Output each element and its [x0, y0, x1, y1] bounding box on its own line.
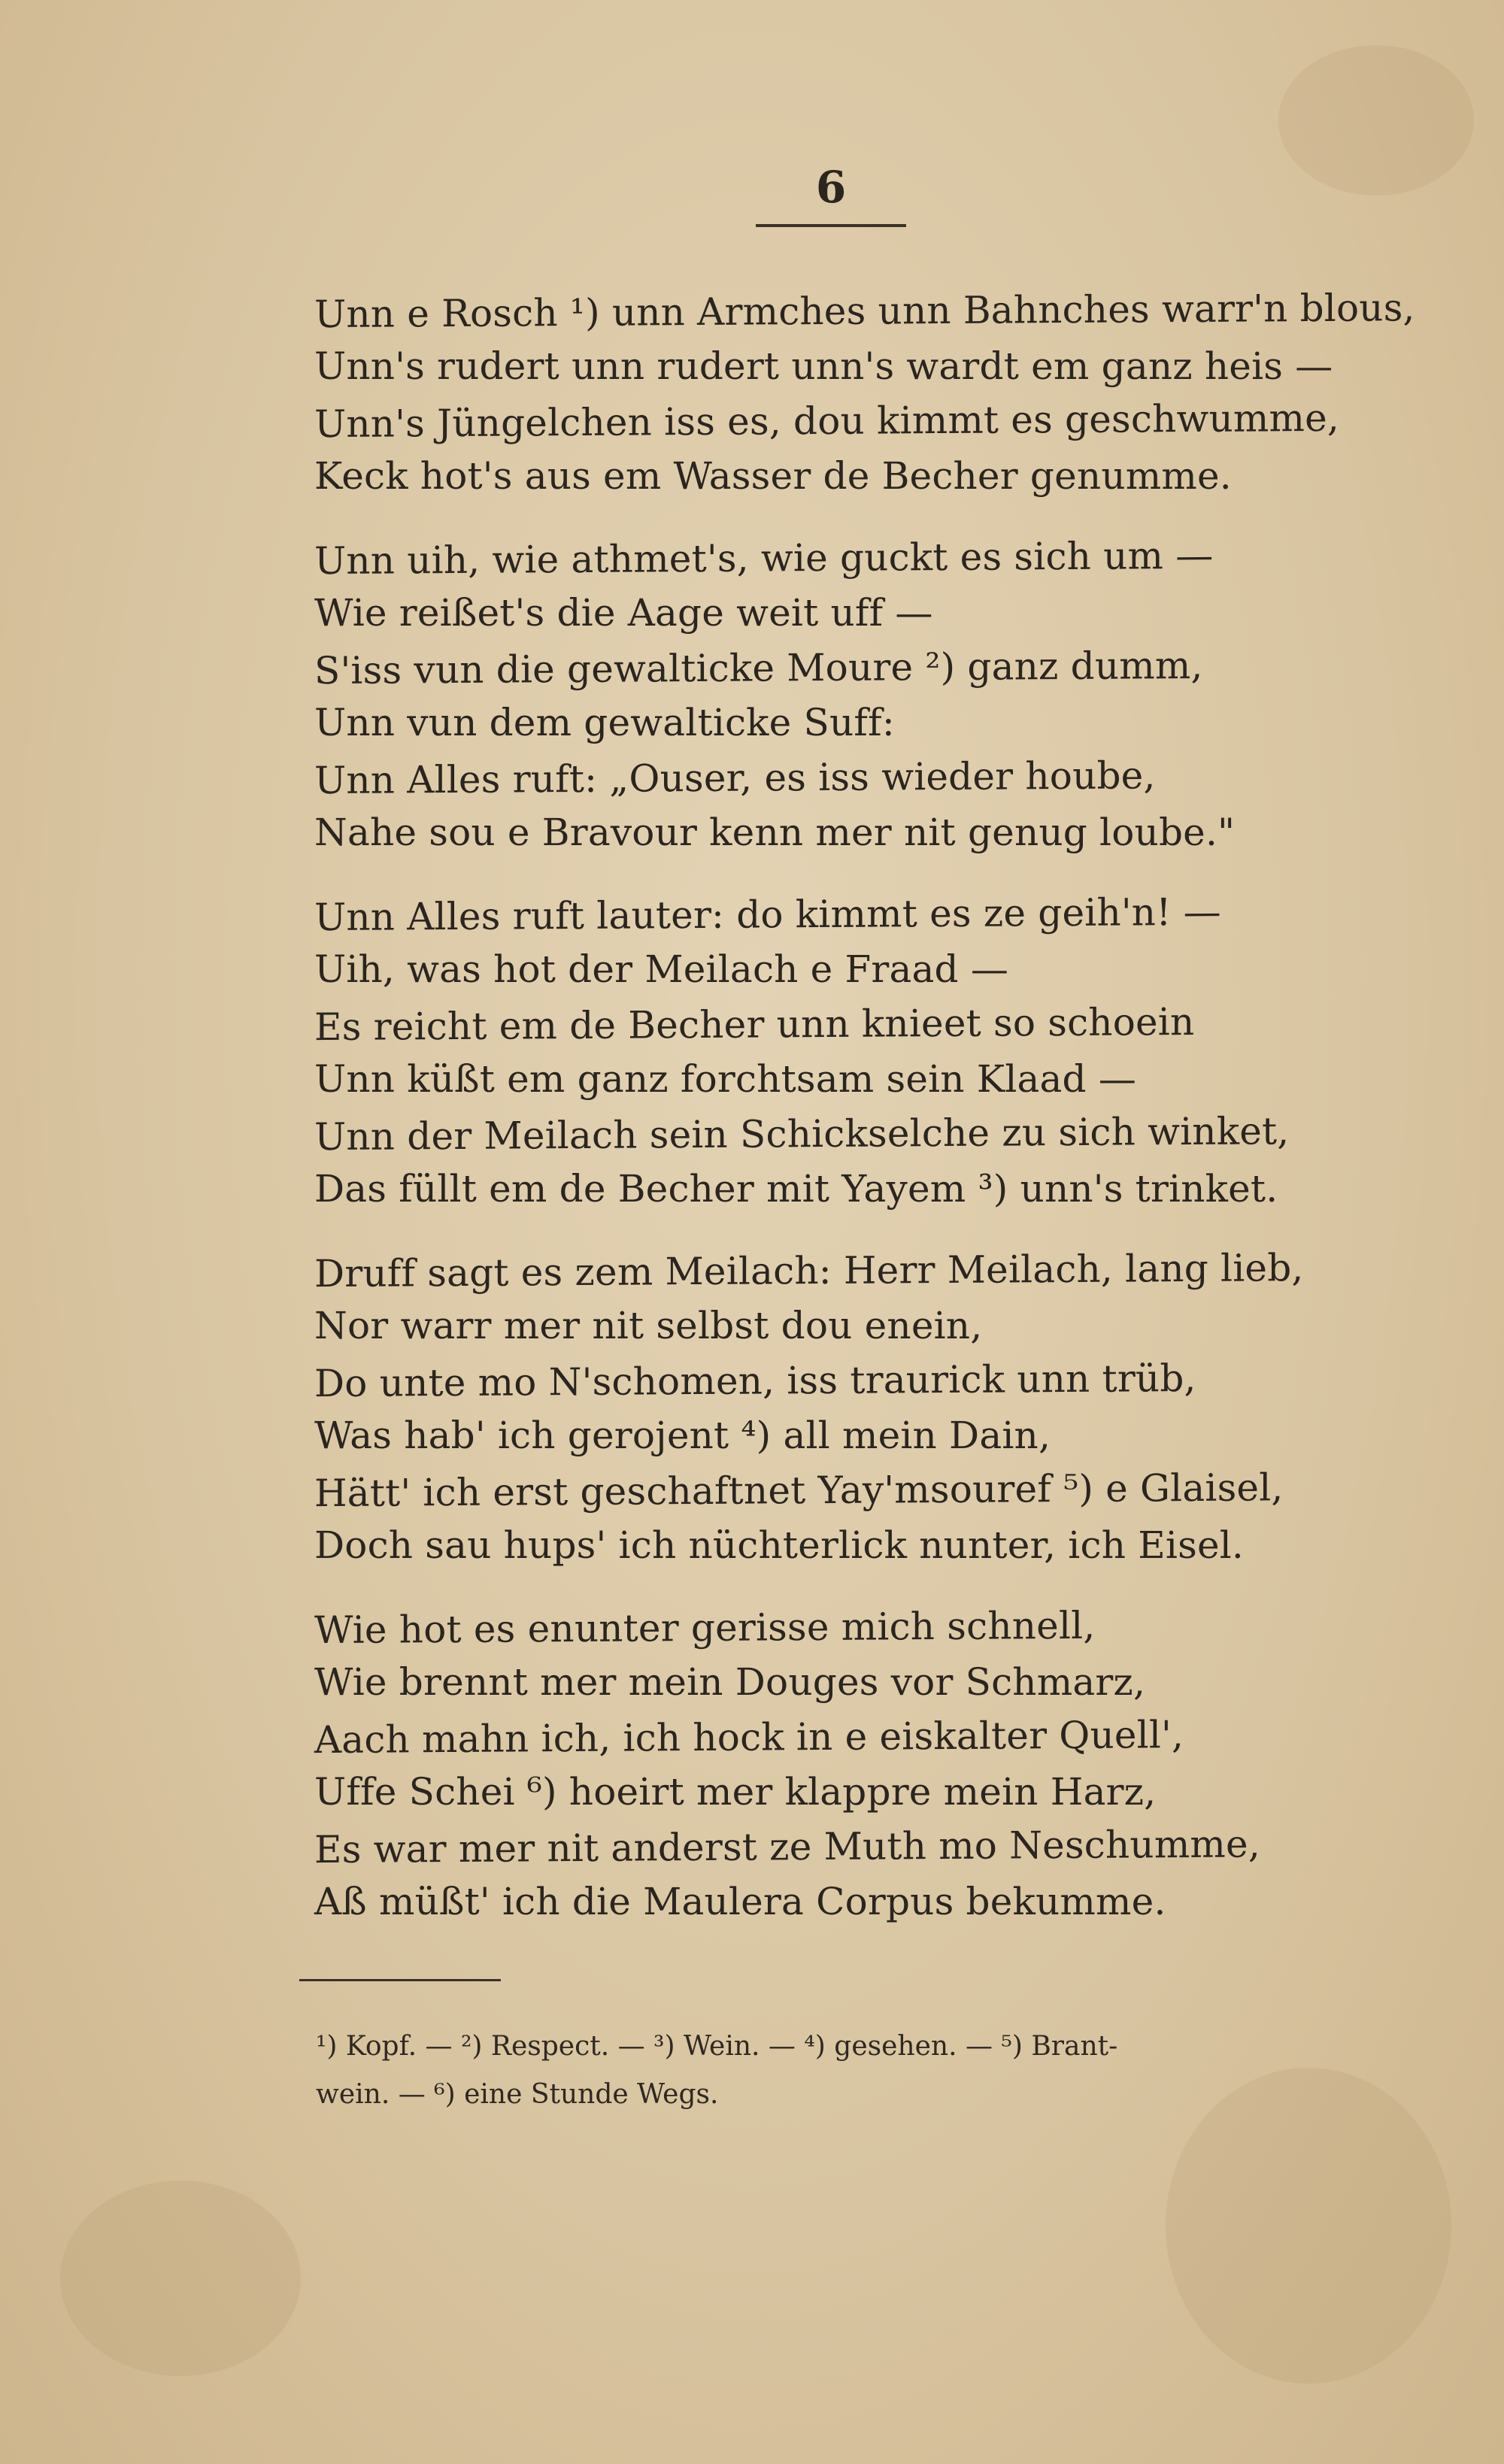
paper-stain: [60, 2181, 301, 2376]
poem-line: Unn Alles ruft: „Ouser, es iss wieder hoube,: [314, 753, 1156, 803]
footnote-line: wein. — ⁶) eine Stunde Wegs.: [316, 2079, 719, 2110]
footnotes: [316, 2023, 1399, 2119]
poem-body: [314, 284, 1415, 1956]
poem-line: Keck hot's aus em Wasser de Becher genumme.: [314, 454, 1232, 498]
poem-line: Uih, was hot der Meilach e Fraad —: [314, 947, 1009, 991]
poem-line: Unn küßt em ganz forchtsam sein Klaad —: [314, 1057, 1137, 1101]
footnote-line: ¹) Kopf. — ²) Respect. — ³) Wein. — ⁴) gesehen. — ⁵) Brant-: [316, 2031, 1118, 2062]
poem-line: Druff sagt es zem Meilach: Herr Meilach, lang lieb,: [314, 1246, 1304, 1296]
poem-line: Hätt' ich erst geschaftnet Yay'msouref ⁵) e Glaisel,: [314, 1465, 1284, 1516]
stanza-5: [314, 1600, 1337, 1929]
poem-line: Unn vun dem gewalticke Suff:: [314, 701, 895, 744]
stanza-1: [314, 284, 1415, 504]
stanza-4: [314, 1244, 1337, 1573]
poem-line: Unn's rudert unn rudert unn's wardt em ganz heis —: [314, 344, 1333, 388]
poem-line: Wie hot es enunter gerisse mich schnell,: [314, 1603, 1096, 1653]
poem-line: Unn uih, wie athmet's, wie guckt es sich um —: [314, 533, 1214, 583]
poem-line: Das füllt em de Becher mit Yayem ³) unn's trinket.: [314, 1167, 1278, 1211]
stanza-3: [314, 887, 1337, 1217]
header-rule: [756, 224, 906, 227]
poem-line: Unn Alles ruft lauter: do kimmt es ze geih'n! —: [314, 890, 1221, 940]
poem-line: Aß müßt' ich die Maulera Corpus bekumme.: [314, 1880, 1166, 1923]
poem-line: Wie brennt mer mein Douges vor Schmarz,: [314, 1660, 1146, 1704]
poem-line: Es reicht em de Becher unn knieet so schoein: [314, 1000, 1195, 1050]
poem-line: S'iss vun die gewalticke Moure ²) ganz dumm,: [314, 643, 1203, 693]
poem-line: Wie reißet's die Aage weit uff —: [314, 591, 933, 635]
poem-line: Do unte mo N'schomen, iss traurick unn trüb,: [314, 1356, 1196, 1406]
poem-line: Unn der Meilach sein Schickselche zu sich winket,: [314, 1109, 1290, 1159]
footnote-rule: [299, 1979, 501, 1981]
poem-line: Unn's Jüngelchen iss es, dou kimmt es geschwumme,: [314, 396, 1340, 447]
poem-line: Aach mahn ich, ich hock in e eiskalter Quell',: [314, 1713, 1184, 1762]
poem-line: Es war mer nit anderst ze Muth mo Neschumme,: [314, 1822, 1260, 1872]
poem-line: Uffe Schei ⁶) hoeirt mer klappre mein Harz,: [314, 1770, 1157, 1814]
poem-line: Nor warr mer nit selbst dou enein,: [314, 1304, 983, 1347]
stanza-2: [314, 531, 1337, 860]
page-number: 6: [815, 162, 847, 213]
poem-line: Doch sau hups' ich nüchterlick nunter, ich Eisel.: [314, 1523, 1245, 1567]
poem-line: Was hab' ich gerojent ⁴) all mein Dain,: [314, 1414, 1051, 1457]
poem-line: Unn e Rosch ¹) unn Armches unn Bahnches warr'n blous,: [314, 286, 1415, 337]
poem-line: Nahe sou e Bravour kenn mer nit genug loube.": [314, 811, 1236, 854]
